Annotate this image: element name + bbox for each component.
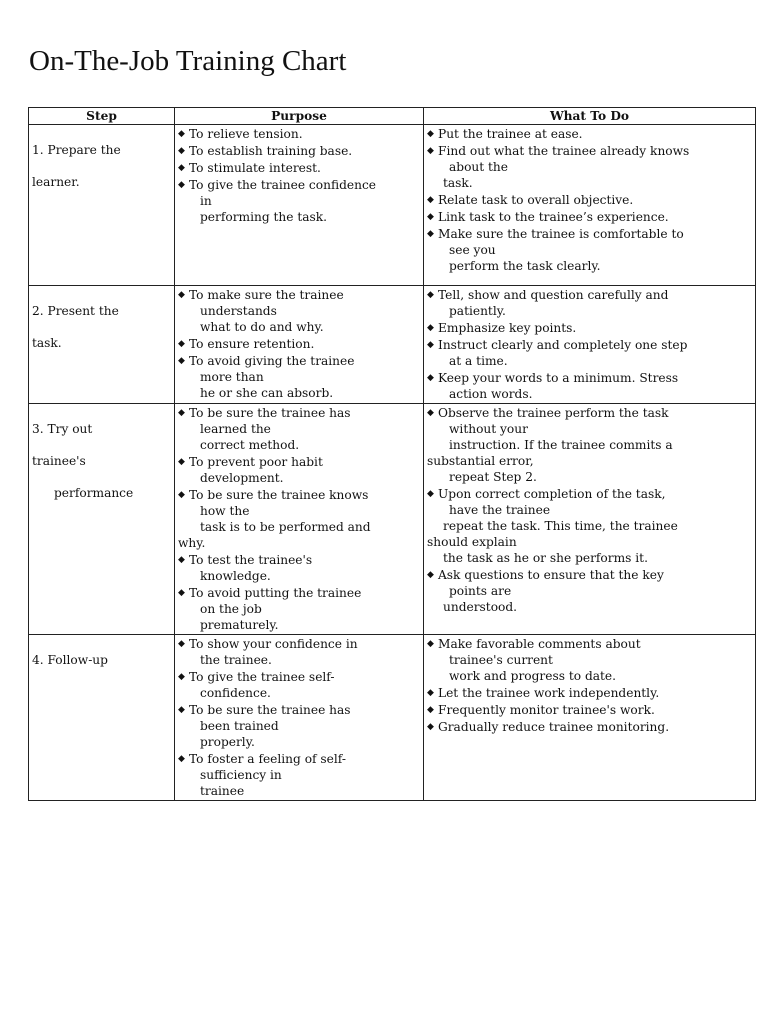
diamond-bullet-icon: ◆ (178, 146, 185, 156)
page-title: On-The-Job Training Chart (29, 45, 347, 77)
list-item: ◆ To test the trainee's knowledge. (178, 553, 313, 583)
diamond-bullet-icon: ◆ (427, 408, 434, 418)
step-label: 2. Present the task. (32, 304, 119, 350)
list-item: ◆ To give the trainee confidence in performing the task. (178, 178, 376, 224)
diamond-bullet-icon: ◆ (178, 490, 185, 500)
table-row (29, 635, 756, 801)
list-item: ◆ Gradually reduce trainee monitoring. (427, 720, 670, 734)
diamond-bullet-icon: ◆ (178, 163, 185, 173)
step-cell (29, 404, 175, 635)
list-item: ◆ Ask questions to ensure that the key points are understood. (427, 568, 664, 614)
list-item: ◆ Emphasize key points. (427, 321, 577, 335)
list-item: ◆ Link task to the trainee’s experience. (427, 210, 669, 224)
list-item: ◆ To avoid giving the trainee more than he or she can absorb. (178, 354, 355, 400)
purpose-cell (175, 635, 424, 801)
diamond-bullet-icon: ◆ (178, 356, 185, 366)
what-to-do-cell (424, 125, 756, 286)
diamond-bullet-icon: ◆ (427, 705, 434, 715)
list-item: ◆ Make favorable comments about trainee's current work and progress to date. (427, 637, 641, 683)
purpose-cell (175, 286, 424, 404)
column-header-purpose: Purpose (175, 108, 424, 125)
step-label: 4. Follow-up (32, 653, 108, 667)
diamond-bullet-icon: ◆ (427, 323, 434, 333)
step-cell (29, 125, 175, 286)
list-item: ◆ To show your confidence in the trainee. (178, 637, 358, 667)
list-item: ◆ To be sure the trainee has been trained properly. (178, 703, 351, 749)
diamond-bullet-icon: ◆ (427, 722, 434, 732)
list-item: ◆ To relieve tension. (178, 127, 303, 141)
list-item: ◆ Instruct clearly and completely one step at a time. (427, 338, 688, 368)
what-to-do-cell (424, 286, 756, 404)
list-item: ◆ Make sure the trainee is comfortable to see you perform the task clearly. (427, 227, 684, 273)
list-item: ◆ Put the trainee at ease. (427, 127, 583, 141)
table-row (29, 286, 756, 404)
step-cell (29, 635, 175, 801)
diamond-bullet-icon: ◆ (427, 146, 434, 156)
diamond-bullet-icon: ◆ (427, 688, 434, 698)
list-item: ◆ To be sure the trainee knows how the task is to be performed and why. (178, 488, 371, 550)
table-row (29, 404, 756, 635)
list-item: ◆ Let the trainee work independently. (427, 686, 660, 700)
list-item: ◆ To make sure the trainee understands what to do and why. (178, 288, 344, 334)
diamond-bullet-icon: ◆ (427, 195, 434, 205)
diamond-bullet-icon: ◆ (178, 339, 185, 349)
column-header-what-to-do: What To Do (424, 108, 756, 125)
table-row (29, 125, 756, 286)
diamond-bullet-icon: ◆ (178, 754, 185, 764)
list-item: ◆ Upon correct completion of the task, have the trainee repeat the task. This time, the trainee should explain the task as he or she performs it. (427, 487, 678, 565)
step-label: 1. Prepare the learner. (32, 143, 121, 189)
list-item: ◆ To stimulate interest. (178, 161, 321, 175)
diamond-bullet-icon: ◆ (178, 588, 185, 598)
list-item: ◆ To ensure retention. (178, 337, 315, 351)
diamond-bullet-icon: ◆ (427, 570, 434, 580)
diamond-bullet-icon: ◆ (178, 408, 185, 418)
diamond-bullet-icon: ◆ (427, 229, 434, 239)
diamond-bullet-icon: ◆ (178, 129, 185, 139)
diamond-bullet-icon: ◆ (427, 340, 434, 350)
diamond-bullet-icon: ◆ (178, 639, 185, 649)
list-item: ◆ To avoid putting the trainee on the job prematurely. (178, 586, 362, 632)
diamond-bullet-icon: ◆ (178, 290, 185, 300)
list-item: ◆ To establish training base. (178, 144, 353, 158)
what-to-do-cell (424, 635, 756, 801)
list-item: ◆ Find out what the trainee already knows about the task. (427, 144, 690, 190)
list-item: ◆ Observe the trainee perform the task without your instruction. If the trainee commits a substantial error, repeat Step 2. (427, 406, 673, 484)
list-item: ◆ To be sure the trainee has learned the correct method. (178, 406, 351, 452)
step-label: 3. Try out trainee's performance (32, 422, 134, 500)
list-item: ◆ To foster a feeling of self- sufficiency in trainee (178, 752, 346, 798)
list-item: ◆ To give the trainee self- confidence. (178, 670, 335, 700)
purpose-cell (175, 404, 424, 635)
diamond-bullet-icon: ◆ (427, 129, 434, 139)
column-header-step: Step (29, 108, 175, 125)
diamond-bullet-icon: ◆ (178, 180, 185, 190)
diamond-bullet-icon: ◆ (427, 639, 434, 649)
diamond-bullet-icon: ◆ (427, 373, 434, 383)
diamond-bullet-icon: ◆ (427, 290, 434, 300)
diamond-bullet-icon: ◆ (178, 457, 185, 467)
list-item: ◆ Relate task to overall objective. (427, 193, 634, 207)
list-item: ◆ Keep your words to a minimum. Stress action words. (427, 371, 679, 401)
step-cell (29, 286, 175, 404)
diamond-bullet-icon: ◆ (178, 672, 185, 682)
diamond-bullet-icon: ◆ (427, 489, 434, 499)
diamond-bullet-icon: ◆ (427, 212, 434, 222)
what-to-do-cell (424, 404, 756, 635)
diamond-bullet-icon: ◆ (178, 555, 185, 565)
purpose-cell (175, 125, 424, 286)
diamond-bullet-icon: ◆ (178, 705, 185, 715)
training-chart-table (28, 107, 756, 801)
list-item: ◆ Tell, show and question carefully and patiently. (427, 288, 669, 318)
table-header-row (29, 108, 756, 125)
list-item: ◆ Frequently monitor trainee's work. (427, 703, 655, 717)
list-item: ◆ To prevent poor habit development. (178, 455, 323, 485)
